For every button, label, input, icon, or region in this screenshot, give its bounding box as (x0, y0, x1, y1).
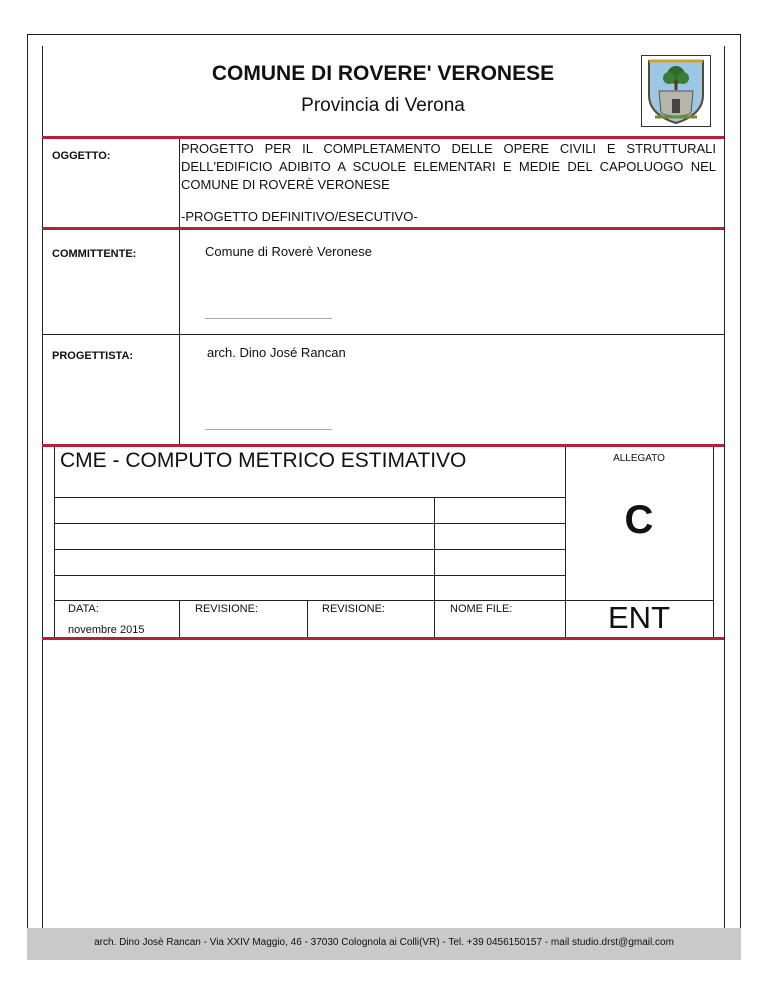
oggetto-label: OGGETTO: (52, 150, 111, 162)
inner-border-left (42, 46, 43, 928)
grid-line-4 (54, 575, 565, 576)
progettista-separator (42, 444, 724, 447)
meta-divider-1 (179, 600, 180, 637)
revisione-2-label: REVISIONE: (322, 603, 385, 615)
oggetto-phase: -PROGETTO DEFINITIVO/ESECUTIVO- (181, 209, 418, 224)
committente-separator (42, 334, 724, 335)
document-title: CME - COMPUTO METRICO ESTIMATIVO (60, 449, 467, 472)
allegato-right-border (713, 447, 714, 637)
progettista-value: arch. Dino José Rancan (207, 345, 346, 360)
committente-signature-line (205, 318, 332, 319)
oggetto-text: PROGETTO PER IL COMPLETAMENTO DELLE OPERE CIVILI E STRUTTURALI DELL'EDIFICIO ADIBITO A SCUOLE ELEMENTARI E MEDIE DEL CAPOLUOGO NEL COMUNE DI ROVERÈ VERONESE (181, 141, 716, 192)
nome-file-label: NOME FILE: (450, 603, 513, 615)
document-code: ENT (608, 600, 670, 635)
grid-line-2 (54, 523, 565, 524)
allegato-value: C (624, 498, 654, 542)
revisione-1-label: REVISIONE: (195, 603, 258, 615)
page-subtitle: Provincia di Verona (301, 95, 465, 116)
committente-value: Comune di Roverè Veronese (205, 244, 372, 259)
title-block-left-border (54, 447, 55, 637)
footer-contact: arch. Dino Josè Rancan - Via XXIV Maggio, 46 - 37030 Colognola ai Colli(VR) - Tel. +39 0456150157 - mail studio.drst@gmail.com (27, 928, 741, 960)
grid-line-3 (54, 549, 565, 550)
data-label: DATA: (68, 603, 99, 615)
allegato-label: ALLEGATO (613, 453, 665, 464)
inner-border-right (724, 46, 725, 928)
progettista-label: PROGETTISTA: (52, 350, 134, 362)
grid-line-1 (54, 497, 565, 498)
committente-label: COMMITTENTE: (52, 248, 137, 260)
grid-vline-right (434, 497, 435, 637)
progettista-signature-line (205, 429, 332, 430)
title-block-bottom (42, 637, 724, 640)
oggetto-separator (42, 227, 724, 230)
label-column-divider (179, 139, 180, 444)
data-value: novembre 2015 (68, 624, 145, 636)
meta-divider-2 (307, 600, 308, 637)
coat-of-arms-logo (641, 55, 711, 127)
header-separator (42, 136, 724, 139)
page-title: COMUNE DI ROVERE' VERONESE (211, 62, 555, 85)
